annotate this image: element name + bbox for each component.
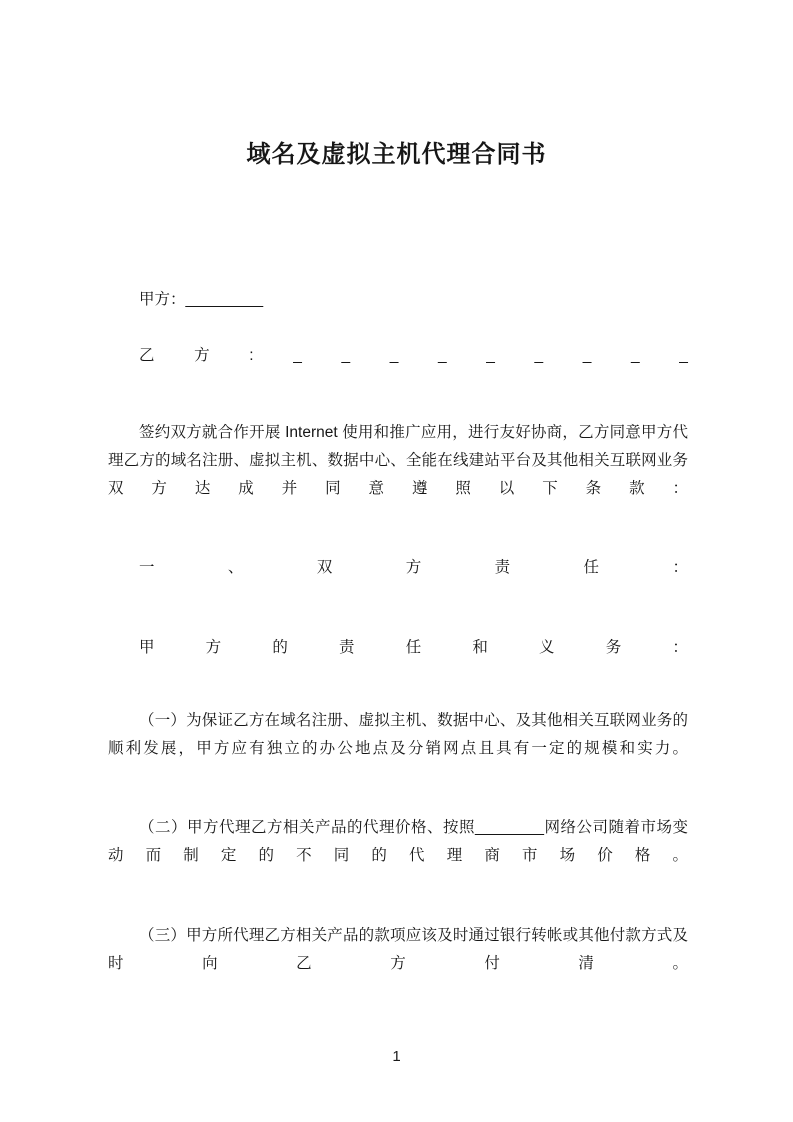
clause-2 <box>108 814 688 870</box>
text-line: （二）甲方代理乙方相关产品的代理价格、按照________网络公司随着市场变 <box>139 819 688 836</box>
text-line: 理乙方的域名注册、虚拟主机、数据中心、全能在线建站平台及其他相关互联网业务 <box>108 452 688 469</box>
text-line: 双方达成并同意遵照以下条款： <box>108 480 688 497</box>
section-one-heading: 一 、 双 方 责 任 ： <box>139 559 688 576</box>
clause-1 <box>108 707 688 763</box>
text-line: （一）为保证乙方在域名注册、虚拟主机、数据中心、及其他相关互联网业务的 <box>139 712 688 729</box>
text-line: 动而制定的不同的代理商市场价格。 <box>108 847 688 864</box>
text-line: 顺利发展，甲方应有独立的办公地点及分销网点且具有一定的规模和实力。 <box>108 740 688 757</box>
text-line: （三）甲方所代理乙方相关产品的款项应该及时通过银行转帐或其他付款方式及 <box>139 927 688 944</box>
party-a-line: 甲方：_________ <box>139 291 264 308</box>
intro-paragraph <box>108 419 688 503</box>
document-title: 域名及虚拟主机代理合同书 <box>246 141 547 168</box>
page-number: 1 <box>392 1048 401 1065</box>
text-line: 时向乙方付清。 <box>108 955 688 972</box>
party-b-line: 乙 方 : _ _ _ _ _ _ _ _ _ <box>139 347 688 364</box>
text-line: 签约双方就合作开展 Internet 使用和推广应用，进行友好协商，乙方同意甲方代 <box>139 424 688 441</box>
clause-3 <box>108 922 688 978</box>
party-a-duties-heading: 甲 方 的 责 任 和 义 务 ： <box>139 639 688 656</box>
